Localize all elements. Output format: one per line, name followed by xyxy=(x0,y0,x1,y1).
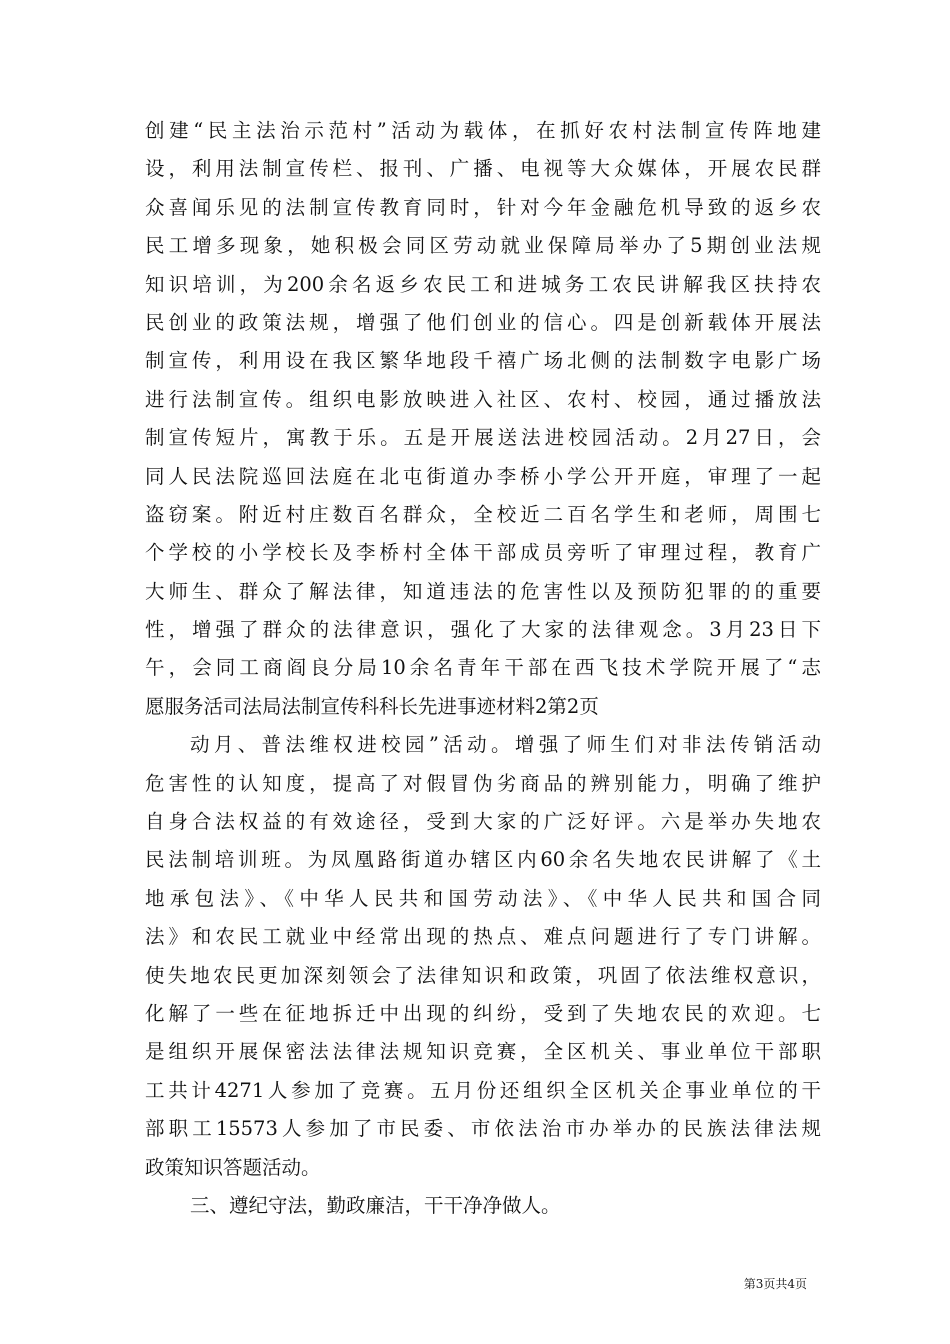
text-line: 性，增强了群众的法律意识，强化了大家的法律观念。3月23日下 xyxy=(145,618,821,642)
text-line: 自身合法权益的有效途径，受到大家的广泛好评。六是举办失地农 xyxy=(145,810,821,834)
text-line: 部职工15573人参加了市民委、市依法治市办举办的民族法律法规 xyxy=(145,1117,821,1141)
body-text xyxy=(145,112,821,1225)
text-line: 民法制培训班。为凤凰路街道办辖区内60余名失地农民讲解了《土 xyxy=(145,848,821,872)
text-line: 愿服务活司法局法制宣传科科长先进事迹材料2第2页 xyxy=(145,694,599,718)
text-line: 制宣传短片，寓教于乐。五是开展送法进校园活动。2月27日，会 xyxy=(145,426,821,450)
text-line: 民工增多现象，她积极会同区劳动就业保障局举办了5期创业法规 xyxy=(145,234,821,258)
text-line: 法》和农民工就业中经常出现的热点、难点问题进行了专门讲解。 xyxy=(145,925,821,949)
text-line: 使失地农民更加深刻领会了法律知识和政策，巩固了依法维权意识， xyxy=(145,963,821,987)
text-line: 制宣传，利用设在我区繁华地段千禧广场北侧的法制数字电影广场 xyxy=(145,349,821,373)
text-line: 设，利用法制宣传栏、报刊、广播、电视等大众媒体，开展农民群 xyxy=(145,157,821,181)
text-line: 民创业的政策法规，增强了他们创业的信心。四是创新载体开展法 xyxy=(145,310,821,334)
text-line: 地承包法》、《中华人民共和国劳动法》、《中华人民共和国合同 xyxy=(145,886,821,910)
text-line: 危害性的认知度，提高了对假冒伪劣商品的辨别能力，明确了维护 xyxy=(145,771,821,795)
text-line: 同人民法院巡回法庭在北屯街道办李桥小学公开开庭，审理了一起 xyxy=(145,464,821,488)
text-line: 政策知识答题活动。 xyxy=(145,1155,321,1179)
text-line: 盗窃案。附近村庄数百名群众，全校近二百名学生和老师，周围七 xyxy=(145,502,821,526)
section-heading: 三、遵纪守法，勤政廉洁，干干净净做人。 xyxy=(190,1193,561,1217)
text-line: 工共计4271人参加了竞赛。五月份还组织全区机关企事业单位的干 xyxy=(145,1078,821,1102)
text-line: 是组织开展保密法法律法规知识竞赛，全区机关、事业单位干部职 xyxy=(145,1040,821,1064)
text-line: 众喜闻乐见的法制宣传教育同时，针对今年金融危机导致的返乡农 xyxy=(145,195,821,219)
text-line: 动月、普法维权进校园”活动。增强了师生们对非法传销活动 xyxy=(190,733,821,757)
text-line: 进行法制宣传。组织电影放映进入社区、农村、校园，通过播放法 xyxy=(145,387,821,411)
page-number-footer: 第3页共4页 xyxy=(743,1277,807,1291)
text-line: 大师生、群众了解法律，知道违法的危害性以及预防犯罪的的重要 xyxy=(145,579,821,603)
text-line: 知识培训，为200余名返乡农民工和进城务工农民讲解我区扶持农 xyxy=(145,272,821,296)
text-line: 化解了一些在征地拆迁中出现的纠纷，受到了失地农民的欢迎。七 xyxy=(145,1001,821,1025)
text-line: 个学校的小学校长及李桥村全体干部成员旁听了审理过程，教育广 xyxy=(145,541,821,565)
text-line: 午，会同工商阎良分局10余名青年干部在西飞技术学院开展了“志 xyxy=(145,656,821,680)
text-line: 创建“民主法治示范村”活动为载体，在抓好农村法制宣传阵地建 xyxy=(145,119,821,142)
